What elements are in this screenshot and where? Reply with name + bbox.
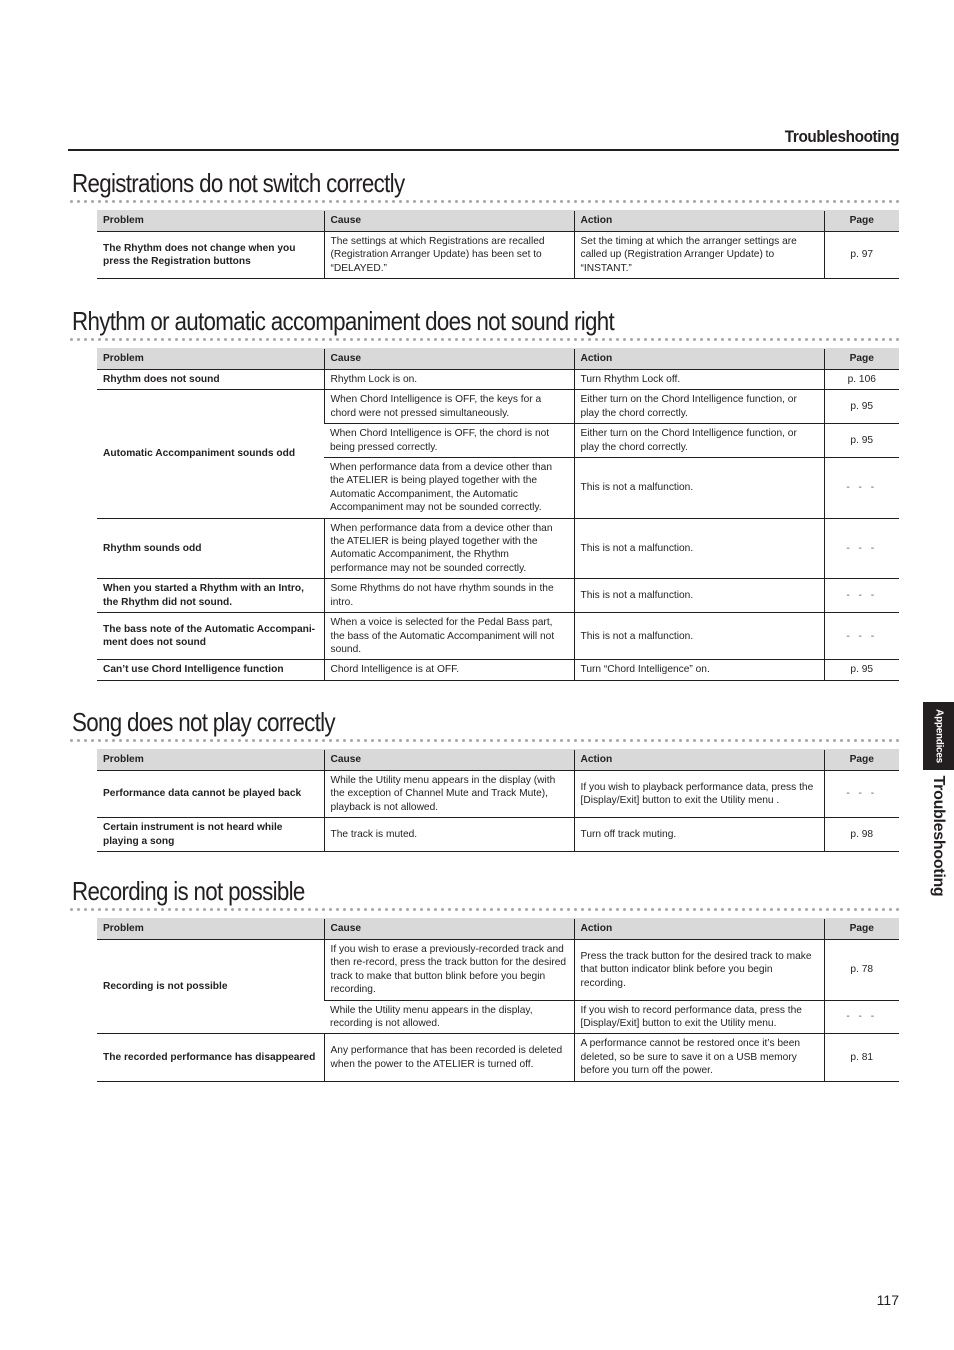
column-header-action: Action [574, 919, 824, 940]
cause-cell: The settings at which Registrations are recalled (Registration Arranger Update) has been set to “DELAYED.” [324, 232, 574, 279]
table-row [97, 390, 899, 424]
dotted-divider [68, 738, 899, 743]
table-row [97, 518, 899, 579]
table-row [97, 818, 899, 852]
cause-cell: When a voice is selected for the Pedal Bass part, the bass of the Automatic Accompaniment will not sound. [324, 613, 574, 660]
table-header-row [97, 919, 899, 940]
page-cell: p. 95 [824, 424, 899, 458]
cause-cell: When performance data from a device other than the ATELIER is being played together with the Automatic Accompaniment, the Automatic Accompaniment may not be sounded correctly. [324, 458, 574, 519]
action-cell: Press the track button for the desired track to make that button indicator blink before you begin recording. [574, 940, 824, 1001]
page-cell: - - - [824, 613, 899, 660]
page-cell: p. 95 [824, 390, 899, 424]
table-header-row [97, 349, 899, 370]
section-song [68, 707, 899, 852]
cause-cell: If you wish to erase a previously-recorded track and then re-record, press the track button for the desired track to make that button blink before you begin recording. [324, 940, 574, 1001]
action-cell: Either turn on the Chord Intelligence function, or play the chord correctly. [574, 390, 824, 424]
table-row [97, 940, 899, 1001]
page-cell: p. 78 [824, 940, 899, 1001]
cause-cell: The track is muted. [324, 818, 574, 852]
page-cell: p. 97 [824, 232, 899, 279]
column-header-page: Page [824, 349, 899, 370]
column-header-cause: Cause [324, 919, 574, 940]
dotted-divider [68, 337, 899, 342]
cause-cell: Chord Intelligence is at OFF. [324, 660, 574, 680]
column-header-action: Action [574, 750, 824, 771]
page-cell: - - - [824, 579, 899, 613]
column-header-action: Action [574, 211, 824, 232]
page-cell: - - - [824, 771, 899, 818]
page-number: 117 [876, 1292, 899, 1308]
action-cell: This is not a malfunction. [574, 579, 824, 613]
action-cell: Either turn on the Chord Intelligence function, or play the chord correctly. [574, 424, 824, 458]
table-row [97, 370, 899, 390]
page-cell: p. 98 [824, 818, 899, 852]
action-cell: Turn Rhythm Lock off. [574, 370, 824, 390]
action-cell: This is not a malfunction. [574, 613, 824, 660]
cause-cell: When Chord Intelligence is OFF, the chord is not being pressed correctly. [324, 424, 574, 458]
table-row [97, 579, 899, 613]
page-cell: p. 106 [824, 370, 899, 390]
problem-cell: The Rhythm does not change when you press the Registration buttons [97, 232, 324, 279]
problem-cell: Recording is not possible [97, 940, 324, 1034]
side-tab-label: Appendices [933, 709, 944, 763]
side-section-label: Troubleshooting [930, 775, 947, 897]
table-header-row [97, 750, 899, 771]
table-header-row [97, 211, 899, 232]
cause-cell: When performance data from a device other than the ATELIER is being played together with the Automatic Accompaniment, the Rhythm performance may not be sounded correctly. [324, 518, 574, 579]
troubleshooting-table [97, 348, 899, 681]
action-cell: This is not a malfunction. [574, 518, 824, 579]
problem-cell: The recorded performance has disappeared [97, 1034, 324, 1081]
section-recording [68, 876, 899, 1082]
problem-cell: The bass note of the Automatic Accompani-ment does not sound [97, 613, 324, 660]
column-header-problem: Problem [97, 919, 324, 940]
problem-cell: When you started a Rhythm with an Intro, the Rhythm did not sound. [97, 579, 324, 613]
header-title: Troubleshooting [784, 127, 899, 146]
action-cell: If you wish to playback performance data, press the [Display/Exit] button to exit the Utility menu . [574, 771, 824, 818]
page-cell: - - - [824, 518, 899, 579]
cause-cell: Some Rhythms do not have rhythm sounds in the intro. [324, 579, 574, 613]
problem-cell: Rhythm does not sound [97, 370, 324, 390]
table-row [97, 1034, 899, 1081]
column-header-cause: Cause [324, 750, 574, 771]
action-cell: This is not a malfunction. [574, 458, 824, 519]
action-cell: A performance cannot be restored once it’s been deleted, so be sure to save it on a USB memory before you turn off the power. [574, 1034, 824, 1081]
cause-cell: Any performance that has been recorded is deleted when the power to the ATELIER is turned off. [324, 1034, 574, 1081]
page-cell: - - - [824, 458, 899, 519]
troubleshooting-table [97, 210, 899, 279]
table-row [97, 771, 899, 818]
column-header-page: Page [824, 211, 899, 232]
page-cell: p. 81 [824, 1034, 899, 1081]
action-cell: Turn off track muting. [574, 818, 824, 852]
column-header-page: Page [824, 919, 899, 940]
table-row [97, 613, 899, 660]
column-header-page: Page [824, 750, 899, 771]
section-title: Rhythm or automatic accompaniment does not sound right [72, 306, 615, 336]
problem-cell: Rhythm sounds odd [97, 518, 324, 579]
side-tab-appendices [923, 702, 954, 770]
problem-cell: Automatic Accompaniment sounds odd [97, 390, 324, 518]
section-rhythm [68, 306, 899, 681]
troubleshooting-table [97, 749, 899, 852]
column-header-problem: Problem [97, 750, 324, 771]
cause-cell: When Chord Intelligence is OFF, the keys for a chord were not pressed simultaneously. [324, 390, 574, 424]
column-header-problem: Problem [97, 349, 324, 370]
table-row [97, 232, 899, 279]
troubleshooting-table [97, 918, 899, 1082]
action-cell: Turn “Chord Intelligence” on. [574, 660, 824, 680]
problem-cell: Certain instrument is not heard while playing a song [97, 818, 324, 852]
page-cell: p. 95 [824, 660, 899, 680]
cause-cell: While the Utility menu appears in the display, recording is not allowed. [324, 1000, 574, 1034]
section-title: Song does not play correctly [72, 707, 335, 737]
section-title: Recording is not possible [72, 876, 305, 906]
action-cell: If you wish to record performance data, press the [Display/Exit] button to exit the Utility menu. [574, 1000, 824, 1034]
header-rule [68, 149, 899, 151]
problem-cell: Can’t use Chord Intelligence function [97, 660, 324, 680]
page-cell: - - - [824, 1000, 899, 1034]
section-title: Registrations do not switch correctly [72, 168, 405, 198]
column-header-problem: Problem [97, 211, 324, 232]
column-header-cause: Cause [324, 349, 574, 370]
table-row [97, 660, 899, 680]
column-header-cause: Cause [324, 211, 574, 232]
section-registrations [68, 168, 899, 279]
cause-cell: While the Utility menu appears in the display (with the exception of Channel Mute and Track Mute), playback is not allowed. [324, 771, 574, 818]
problem-cell: Performance data cannot be played back [97, 771, 324, 818]
dotted-divider [68, 199, 899, 204]
dotted-divider [68, 907, 899, 912]
action-cell: Set the timing at which the arranger settings are called up (Registration Arranger Update) to “INSTANT.” [574, 232, 824, 279]
cause-cell: Rhythm Lock is on. [324, 370, 574, 390]
column-header-action: Action [574, 349, 824, 370]
